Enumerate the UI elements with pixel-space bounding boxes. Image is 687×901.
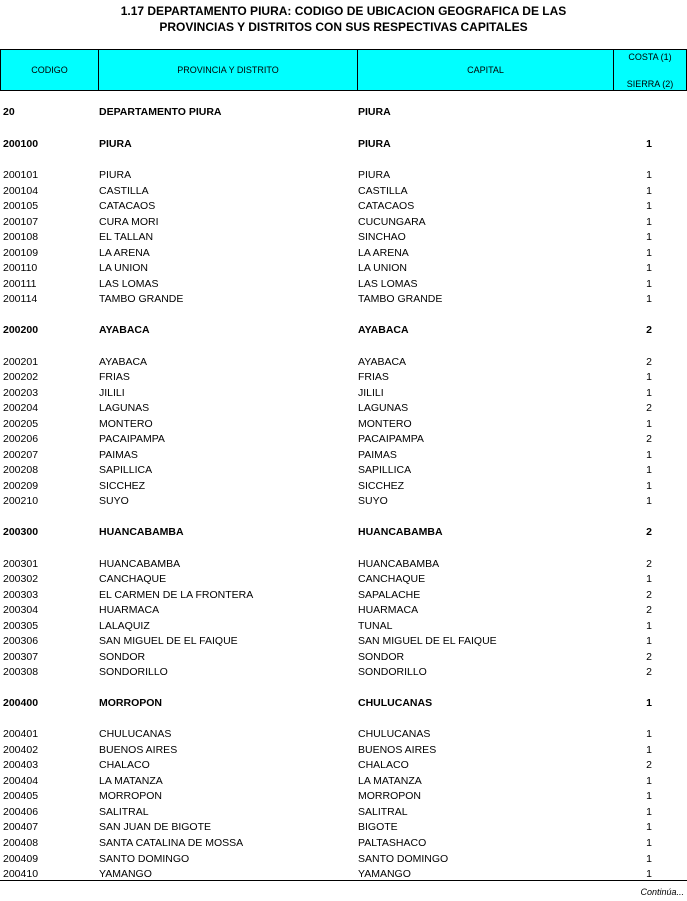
cell-capital: SUYO [358, 495, 388, 507]
cell-codigo: 200107 [3, 216, 39, 228]
cell-provincia: HUANCABAMBA [99, 526, 184, 538]
cell-codigo: 200409 [3, 853, 39, 865]
cell-region: 1 [646, 169, 652, 181]
cell-region: 1 [646, 868, 652, 880]
cell-provincia: SUYO [99, 495, 129, 507]
table-row [0, 246, 687, 261]
cell-codigo: 200204 [3, 402, 39, 414]
cell-codigo: 200202 [3, 371, 39, 383]
cell-capital: CHALACO [358, 759, 409, 771]
table-row [0, 463, 687, 478]
table-row [0, 432, 687, 447]
table-row [0, 199, 687, 214]
cell-provincia: SONDORILLO [99, 666, 168, 678]
cell-region: 1 [646, 185, 652, 197]
cell-capital: LA ARENA [358, 247, 409, 259]
cell-provincia: LA ARENA [99, 247, 150, 259]
table-row [0, 292, 687, 307]
cell-capital: PALTASHACO [358, 837, 427, 849]
cell-region: 1 [646, 449, 652, 461]
header-codigo: CODIGO [1, 50, 99, 90]
header-costa: COSTA (1) [628, 52, 672, 62]
cell-region: 1 [646, 806, 652, 818]
cell-provincia: PAIMAS [99, 449, 138, 461]
cell-codigo: 200408 [3, 837, 39, 849]
cell-codigo: 20 [3, 106, 15, 118]
cell-capital: SAN MIGUEL DE EL FAIQUE [358, 635, 497, 647]
cell-region: 1 [646, 790, 652, 802]
cell-provincia: EL CARMEN DE LA FRONTERA [99, 589, 254, 601]
table-row [0, 168, 687, 183]
cell-region: 2 [646, 589, 652, 601]
cell-codigo: 200404 [3, 775, 39, 787]
table-row [0, 789, 687, 804]
cell-codigo: 200207 [3, 449, 39, 461]
cell-region: 2 [646, 402, 652, 414]
cell-region: 2 [646, 651, 652, 663]
cell-provincia: LAGUNAS [99, 402, 150, 414]
cell-provincia: SAN MIGUEL DE EL FAIQUE [99, 635, 238, 647]
cell-provincia: SALITRAL [99, 806, 149, 818]
cell-codigo: 200305 [3, 620, 39, 632]
cell-region: 1 [646, 216, 652, 228]
cell-capital: SAPALACHE [358, 589, 421, 601]
cell-region: 1 [646, 371, 652, 383]
cell-codigo: 200206 [3, 433, 39, 445]
cell-provincia: SANTA CATALINA DE MOSSA [99, 837, 244, 849]
cell-provincia: TAMBO GRANDE [99, 293, 184, 305]
cell-capital: LA UNION [358, 262, 408, 274]
cell-codigo: 200308 [3, 666, 39, 678]
cell-capital: CATACAOS [358, 200, 415, 212]
table-row [0, 230, 687, 245]
cell-capital: CHULUCANAS [358, 728, 431, 740]
cell-codigo: 200110 [3, 262, 38, 274]
cell-codigo: 200304 [3, 604, 39, 616]
cell-capital: TAMBO GRANDE [358, 293, 443, 305]
cell-codigo: 200303 [3, 589, 39, 601]
cell-capital: SINCHAO [358, 231, 406, 243]
table-row-heading [0, 105, 687, 120]
cell-codigo: 200200 [3, 324, 39, 336]
table-row [0, 665, 687, 680]
table-row [0, 572, 687, 587]
cell-codigo: 200407 [3, 821, 39, 833]
table-header [0, 49, 687, 91]
table-row [0, 261, 687, 276]
cell-provincia: CANCHAQUE [99, 573, 167, 585]
header-costa-sierra [614, 50, 686, 90]
cell-region: 1 [646, 247, 652, 259]
header-provincia: PROVINCIA Y DISTRITO [99, 50, 358, 90]
cell-provincia: SICCHEZ [99, 480, 146, 492]
cell-codigo: 200301 [3, 558, 39, 570]
continua-note: Continúa... [640, 887, 684, 897]
cell-capital: JILILI [358, 387, 384, 399]
table-row [0, 588, 687, 603]
table-row [0, 557, 687, 572]
cell-codigo: 200403 [3, 759, 39, 771]
cell-capital: AYABACA [358, 356, 407, 368]
cell-region: 1 [646, 821, 652, 833]
table-row [0, 836, 687, 851]
cell-region: 1 [646, 262, 652, 274]
cell-capital: LAS LOMAS [358, 278, 418, 290]
cell-codigo: 200201 [3, 356, 39, 368]
cell-region: 1 [646, 573, 652, 585]
cell-region: 2 [646, 666, 652, 678]
cell-provincia: SAPILLICA [99, 464, 153, 476]
cell-codigo: 200208 [3, 464, 39, 476]
cell-provincia: MORROPON [99, 697, 162, 709]
cell-provincia: CURA MORI [99, 216, 159, 228]
table-row [0, 743, 687, 758]
cell-region: 2 [646, 558, 652, 570]
cell-codigo: 200108 [3, 231, 39, 243]
cell-capital: AYABACA [358, 324, 409, 336]
cell-capital: YAMANGO [358, 868, 411, 880]
cell-codigo: 200109 [3, 247, 39, 259]
cell-capital: SONDORILLO [358, 666, 427, 678]
cell-region: 2 [646, 526, 652, 538]
cell-capital: HUANCABAMBA [358, 558, 440, 570]
cell-provincia: CATACAOS [99, 200, 156, 212]
table-row-heading [0, 137, 687, 152]
cell-capital: SONDOR [358, 651, 405, 663]
table-row [0, 479, 687, 494]
cell-provincia: PIURA [99, 169, 132, 181]
table-row [0, 448, 687, 463]
table-row [0, 401, 687, 416]
cell-codigo: 200401 [3, 728, 39, 740]
cell-provincia: HUANCABAMBA [99, 558, 181, 570]
cell-capital: FRIAS [358, 371, 389, 383]
cell-provincia: LALAQUIZ [99, 620, 150, 632]
cell-codigo: 200114 [3, 293, 38, 305]
cell-region: 1 [646, 728, 652, 740]
cell-codigo: 200302 [3, 573, 39, 585]
cell-provincia: DEPARTAMENTO PIURA [99, 106, 222, 118]
cell-capital: CUCUNGARA [358, 216, 426, 228]
cell-codigo: 200410 [3, 868, 39, 880]
bottom-rule [0, 880, 687, 881]
cell-capital: BIGOTE [358, 821, 398, 833]
header-sierra: SIERRA (2) [626, 79, 674, 89]
table-row [0, 370, 687, 385]
cell-capital: CASTILLA [358, 185, 408, 197]
cell-region: 1 [646, 464, 652, 476]
cell-region: 1 [646, 775, 652, 787]
cell-provincia: AYABACA [99, 356, 148, 368]
cell-capital: SAPILLICA [358, 464, 412, 476]
table-row-heading [0, 696, 687, 711]
cell-provincia: CHALACO [99, 759, 150, 771]
cell-region: 1 [646, 837, 652, 849]
cell-codigo: 200405 [3, 790, 39, 802]
table-row [0, 852, 687, 867]
table-row [0, 355, 687, 370]
cell-codigo: 200101 [3, 169, 39, 181]
table-row [0, 386, 687, 401]
cell-capital: HUANCABAMBA [358, 526, 443, 538]
cell-provincia: LA MATANZA [99, 775, 163, 787]
title-line-2: PROVINCIAS Y DISTRITOS CON SUS RESPECTIVAS CAPITALES [159, 20, 528, 34]
cell-codigo: 200100 [3, 138, 39, 150]
cell-region: 1 [646, 635, 652, 647]
cell-codigo: 200400 [3, 697, 39, 709]
cell-region: 1 [646, 293, 652, 305]
table-row [0, 774, 687, 789]
cell-codigo: 200210 [3, 495, 39, 507]
cell-region: 2 [646, 324, 652, 336]
cell-capital: PIURA [358, 138, 391, 150]
cell-codigo: 200300 [3, 526, 39, 538]
table-row [0, 215, 687, 230]
cell-capital: SALITRAL [358, 806, 408, 818]
cell-provincia: AYABACA [99, 324, 150, 336]
cell-provincia: YAMANGO [99, 868, 152, 880]
table-row [0, 727, 687, 742]
cell-region: 1 [646, 744, 652, 756]
cell-region: 1 [646, 620, 652, 632]
cell-provincia: PIURA [99, 138, 132, 150]
cell-capital: MORROPON [358, 790, 421, 802]
cell-region: 1 [646, 278, 652, 290]
cell-capital: PACAIPAMPA [358, 433, 424, 445]
cell-capital: PAIMAS [358, 449, 397, 461]
table-row [0, 805, 687, 820]
cell-provincia: BUENOS AIRES [99, 744, 178, 756]
table-row [0, 758, 687, 773]
cell-provincia: HUARMACA [99, 604, 160, 616]
cell-capital: LAGUNAS [358, 402, 409, 414]
cell-provincia: SAN JUAN DE BIGOTE [99, 821, 212, 833]
cell-region: 1 [646, 480, 652, 492]
table-row [0, 184, 687, 199]
cell-capital: SANTO DOMINGO [358, 853, 449, 865]
table-row [0, 603, 687, 618]
cell-capital: PIURA [358, 106, 391, 118]
cell-capital: SICCHEZ [358, 480, 405, 492]
cell-region: 1 [646, 495, 652, 507]
table-row-heading [0, 323, 687, 338]
cell-codigo: 200105 [3, 200, 39, 212]
cell-capital: CANCHAQUE [358, 573, 426, 585]
table-row [0, 820, 687, 835]
cell-region: 2 [646, 604, 652, 616]
cell-capital: PIURA [358, 169, 391, 181]
cell-region: 1 [646, 231, 652, 243]
cell-capital: BUENOS AIRES [358, 744, 437, 756]
cell-provincia: EL TALLAN [99, 231, 154, 243]
cell-capital: CHULUCANAS [358, 697, 433, 709]
cell-region: 1 [646, 200, 652, 212]
cell-region: 2 [646, 356, 652, 368]
cell-capital: TUNAL [358, 620, 393, 632]
cell-provincia: MONTERO [99, 418, 153, 430]
cell-codigo: 200406 [3, 806, 39, 818]
cell-provincia: SONDOR [99, 651, 146, 663]
table-row [0, 494, 687, 509]
cell-provincia: LAS LOMAS [99, 278, 159, 290]
table-row [0, 634, 687, 649]
cell-codigo: 200307 [3, 651, 39, 663]
cell-region: 1 [646, 387, 652, 399]
table-row [0, 277, 687, 292]
cell-region: 1 [646, 853, 652, 865]
cell-codigo: 200402 [3, 744, 39, 756]
cell-provincia: MORROPON [99, 790, 162, 802]
cell-provincia: CHULUCANAS [99, 728, 172, 740]
table-row-heading [0, 525, 687, 540]
table-row [0, 417, 687, 432]
cell-region: 1 [646, 418, 652, 430]
cell-provincia: CASTILLA [99, 185, 149, 197]
cell-region: 2 [646, 433, 652, 445]
cell-codigo: 200205 [3, 418, 39, 430]
table-row [0, 619, 687, 634]
cell-provincia: JILILI [99, 387, 125, 399]
table-row [0, 650, 687, 665]
cell-capital: HUARMACA [358, 604, 419, 616]
cell-provincia: SANTO DOMINGO [99, 853, 190, 865]
title-line-1: 1.17 DEPARTAMENTO PIURA: CODIGO DE UBICACION GEOGRAFICA DE LAS [120, 4, 567, 18]
cell-provincia: LA UNION [99, 262, 149, 274]
cell-codigo: 200111 [3, 278, 37, 290]
cell-codigo: 200104 [3, 185, 39, 197]
cell-codigo: 200209 [3, 480, 39, 492]
cell-codigo: 200306 [3, 635, 39, 647]
cell-capital: MONTERO [358, 418, 412, 430]
cell-region: 1 [646, 697, 652, 709]
cell-region: 1 [646, 138, 652, 150]
cell-capital: LA MATANZA [358, 775, 422, 787]
cell-codigo: 200203 [3, 387, 39, 399]
cell-provincia: FRIAS [99, 371, 130, 383]
cell-region: 2 [646, 759, 652, 771]
cell-provincia: PACAIPAMPA [99, 433, 165, 445]
header-capital: CAPITAL [358, 50, 614, 90]
